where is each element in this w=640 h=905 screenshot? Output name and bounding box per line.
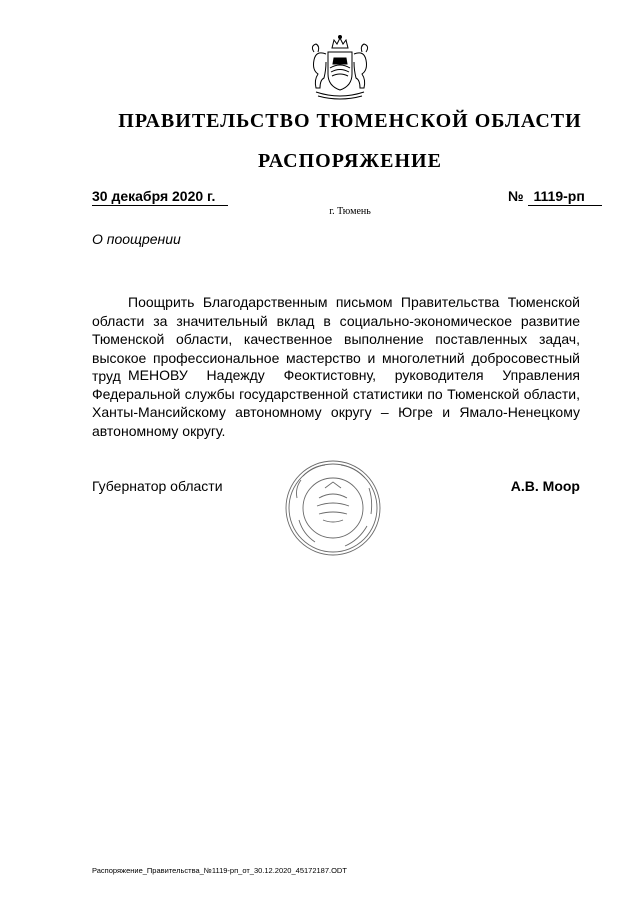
document-subject: О поощрении — [92, 231, 181, 247]
document-type-title: РАСПОРЯЖЕНИЕ — [258, 150, 442, 172]
document-number-field — [508, 188, 602, 206]
document-number: 1119-рп — [528, 188, 602, 206]
signatory-name: А.В. Моор — [510, 478, 580, 494]
organization-title: ПРАВИТЕЛЬСТВО ТЮМЕНСКОЙ ОБЛАСТИ — [118, 110, 582, 132]
file-name-footer: Распоряжение_Правительства_№1119-рп_от_30.12.2020_45172187.ODT — [92, 866, 347, 875]
number-prefix: № — [508, 188, 524, 204]
official-stamp-icon — [283, 458, 383, 558]
body-paragraph-1: Поощрить Благодарственным письмом Правительства Тюменской области за значительный вклад в социально-экономическое развитие Тюменской области, качественное выполнение поставленных задач, высокое профессиональное мастерство и многолетний добросовестный труд — [92, 294, 580, 384]
document-date: 30 декабря 2020 г. — [92, 188, 228, 206]
signatory-title: Губернатор области — [92, 478, 223, 494]
city-label: г. Тюмень — [329, 206, 371, 217]
coat-of-arms-icon — [302, 34, 378, 102]
body-paragraph-2: МЕНОВУ Надежду Феоктистовну, руководителя Управления Федеральной службы государственной статистики по Тюменской области, Ханты-Мансийскому автономному округу – Югре и Ямало-Ненецкому автономному округу. — [92, 367, 580, 439]
